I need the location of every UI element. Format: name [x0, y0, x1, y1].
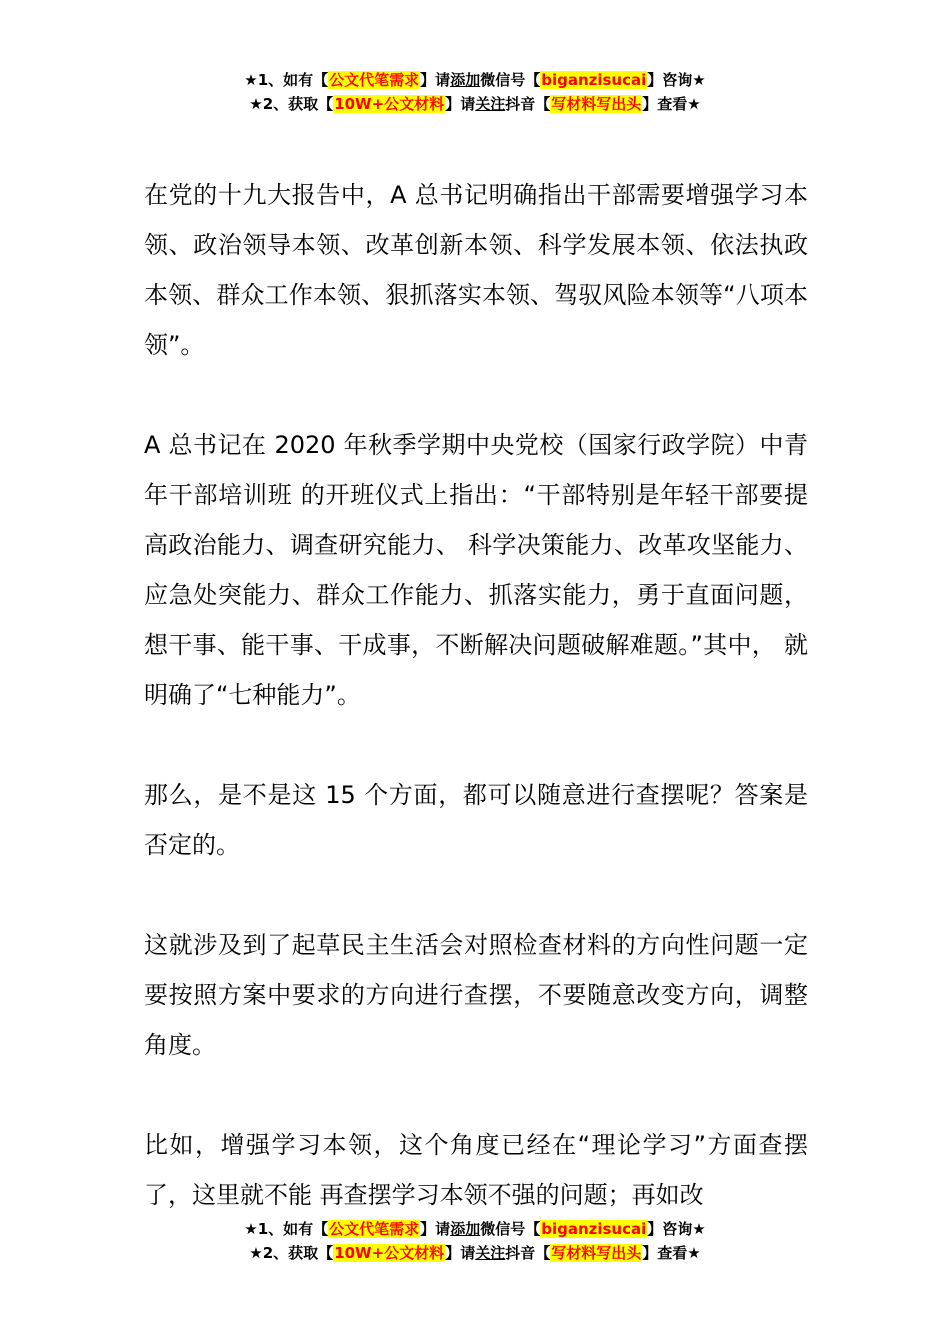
banner-text: ★2、获取【: [249, 95, 334, 113]
banner-highlight: 10W+公文材料: [334, 95, 445, 113]
banner-line-1: [0, 68, 950, 92]
banner-underline: 添加: [450, 1220, 481, 1238]
banner-highlight: 公文代笔需求: [329, 1220, 420, 1238]
banner-highlight: 写材料写出头: [551, 95, 642, 113]
paragraph: 那么，是不是这 15 个方面，都可以随意进行查摆呢？答案是否定的。: [144, 781, 808, 859]
banner-underline: 关注: [475, 1244, 506, 1262]
banner-text: 】查看★: [642, 95, 701, 113]
paragraph: 比如，增强学习本领，这个角度已经在“理论学习”方面查摆了，这里就不能 再查摆学习本领不强的问题；再如改: [144, 1131, 808, 1209]
header-banner: [0, 68, 950, 116]
banner-text: 】请: [445, 1244, 476, 1262]
banner-highlight: biganzisucai: [541, 1220, 647, 1238]
banner-line-1: [0, 1217, 950, 1241]
banner-line-2: [0, 92, 950, 116]
banner-highlight: 公文代笔需求: [329, 71, 420, 89]
banner-text: 】查看★: [642, 1244, 701, 1262]
banner-underline: 关注: [475, 95, 506, 113]
banner-underline: 添加: [450, 71, 481, 89]
banner-text: 抖音【: [505, 95, 551, 113]
paragraph: 在党的十九大报告中，A 总书记明确指出干部需要增强学习本领、政治领导本领、改革创新本领、科学发展本领、依法执政本领、群众工作本领、狠抓落实本领、驾驭风险本领等“八项本领”。: [144, 181, 808, 359]
banner-text: 】请: [420, 1220, 451, 1238]
banner-text: 】请: [445, 95, 476, 113]
banner-highlight: 10W+公文材料: [334, 1244, 445, 1262]
banner-text: ★1、如有【: [244, 1220, 329, 1238]
paragraph: A 总书记在 2020 年秋季学期中央党校（国家行政学院）中青年干部培训班 的开班仪式上指出：“干部特别是年轻干部要提高政治能力、调查研究能力、 科学决策能力、改革攻坚能力、应急处突能力、群众工作能力、抓落实能力，勇于直面问题，想干事、能干事、干成事，不断解决问题破解难题。”其中， 就明确了“七种能力”。: [144, 431, 808, 709]
document-body: [144, 170, 808, 1270]
banner-highlight: biganzisucai: [541, 71, 647, 89]
footer-banner: [0, 1217, 950, 1265]
banner-text: 微信号【: [480, 71, 541, 89]
banner-line-2: [0, 1241, 950, 1265]
banner-text: 抖音【: [505, 1244, 551, 1262]
banner-text: 】请: [420, 71, 451, 89]
banner-highlight: 写材料写出头: [551, 1244, 642, 1262]
paragraph: 这就涉及到了起草民主生活会对照检查材料的方向性问题一定要按照方案中要求的方向进行查摆，不要随意改变方向，调整角度。: [144, 931, 808, 1059]
banner-text: 】咨询★: [647, 1220, 706, 1238]
banner-text: ★1、如有【: [244, 71, 329, 89]
banner-text: 微信号【: [480, 1220, 541, 1238]
banner-text: 】咨询★: [647, 71, 706, 89]
banner-text: ★2、获取【: [249, 1244, 334, 1262]
